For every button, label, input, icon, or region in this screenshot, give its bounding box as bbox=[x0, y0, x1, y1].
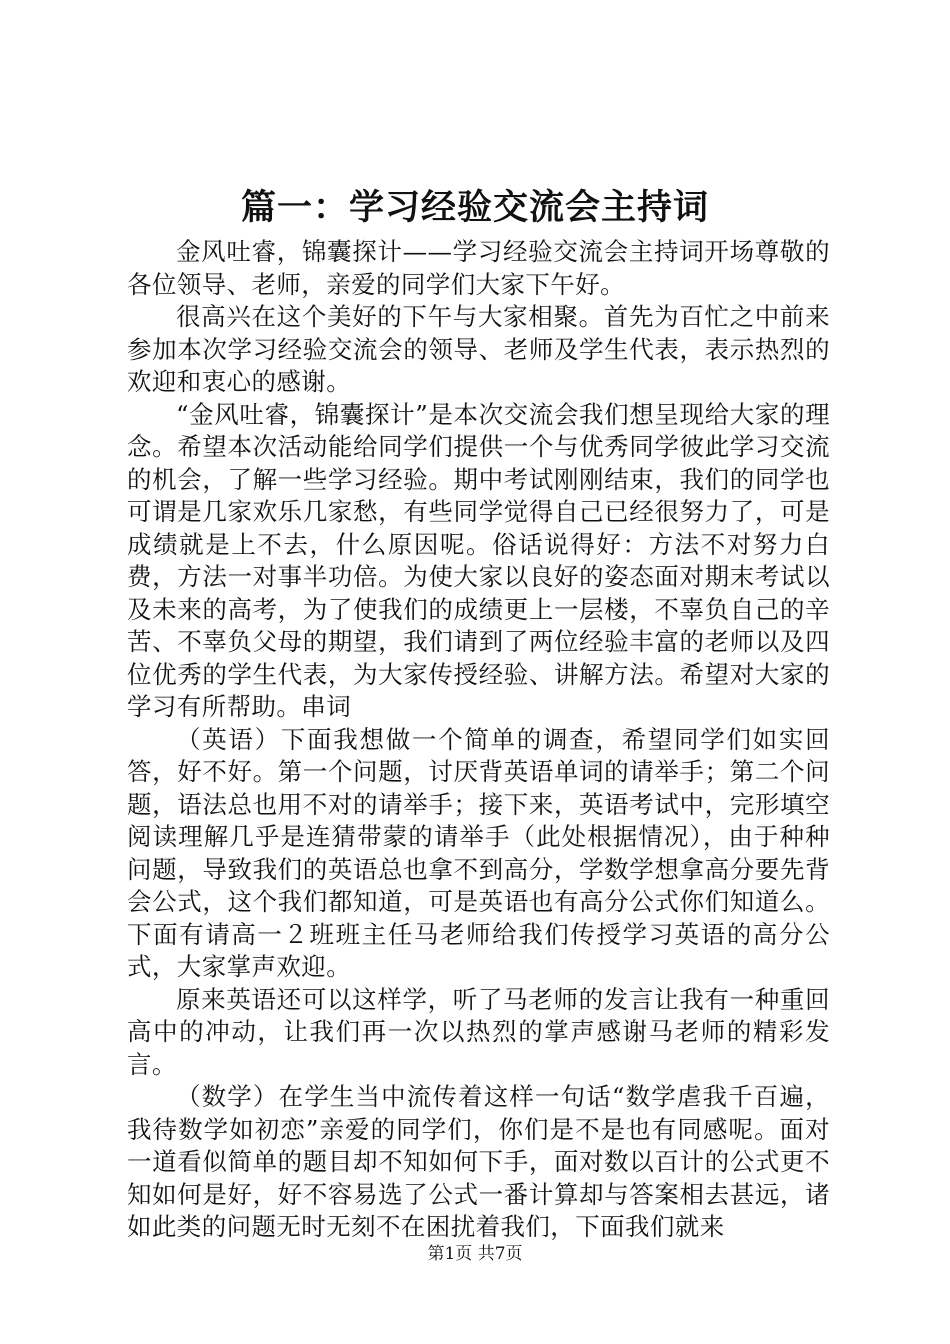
paragraph-english-thanks: 原来英语还可以这样学，听了马老师的发言让我有一种重回高中的冲动，让我们再一次以热烈的掌声感谢马老师的精彩发言。 bbox=[127, 984, 830, 1079]
paragraph-math: （数学）在学生当中流传着这样一句话“数学虐我千百遍，我待数学如初恋”亲爱的同学们，你们是不是也有同感呢。面对一道看似简单的题目却不知如何下手，面对数以百计的公式更不知如何是好，好不容易选了公式一番计算却与答案相去甚远，诸如此类的问题无时无刻不在困扰着我们，下面我们就来 bbox=[127, 1082, 830, 1241]
document-title: 篇一：学习经验交流会主持词 bbox=[240, 187, 709, 228]
paragraph-welcome: 很高兴在这个美好的下午与大家相聚。首先为百忙之中前来参加本次学习经验交流会的领导、老师及学生代表，表示热烈的欢迎和衷心的感谢。 bbox=[127, 302, 830, 396]
page-number-footer: 第1页 共7页 bbox=[427, 1244, 523, 1264]
paragraph-theme: “金风吐睿，锦囊探计”是本次交流会我们想呈现给大家的理念。希望本次活动能给同学们提供一个与优秀同学彼此学习交流的机会，了解一些学习经验。期中考试刚刚结束，我们的同学也可谓是几家欢乐几家愁，有些同学觉得自己已经很努力了，可是成绩就是上不去，什么原因呢。俗话说得好：方法不对努力白费，方法一对事半功倍。为使大家以良好的姿态面对期末考试以及未来的高考，为了使我们的成绩更上一层楼，不辜负自己的辛苦、不辜负父母的期望，我们请到了两位经验丰富的老师以及四位优秀的学生代表，为大家传授经验、讲解方法。希望对大家的学习有所帮助。串词 bbox=[127, 399, 830, 721]
paragraph-english: （英语）下面我想做一个简单的调查，希望同学们如实回答，好不好。第一个问题，讨厌背英语单词的请举手；第二个问题，语法总也用不对的请举手；接下来，英语考试中，完形填空阅读理解几乎是连猜带蒙的请举手（此处根据情况），由于种种问题，导致我们的英语总也拿不到高分，学数学想拿高分要先背会公式，这个我们都知道，可是英语也有高分公式你们知道么。下面有请高一２班班主任马老师给我们传授学习英语的高分公式，大家掌声欢迎。 bbox=[127, 724, 830, 981]
document-body bbox=[127, 236, 830, 1244]
paragraph-opening: 金风吐睿，锦囊探计——学习经验交流会主持词开场尊敬的各位领导、老师，亲爱的同学们大家下午好。 bbox=[127, 237, 830, 299]
